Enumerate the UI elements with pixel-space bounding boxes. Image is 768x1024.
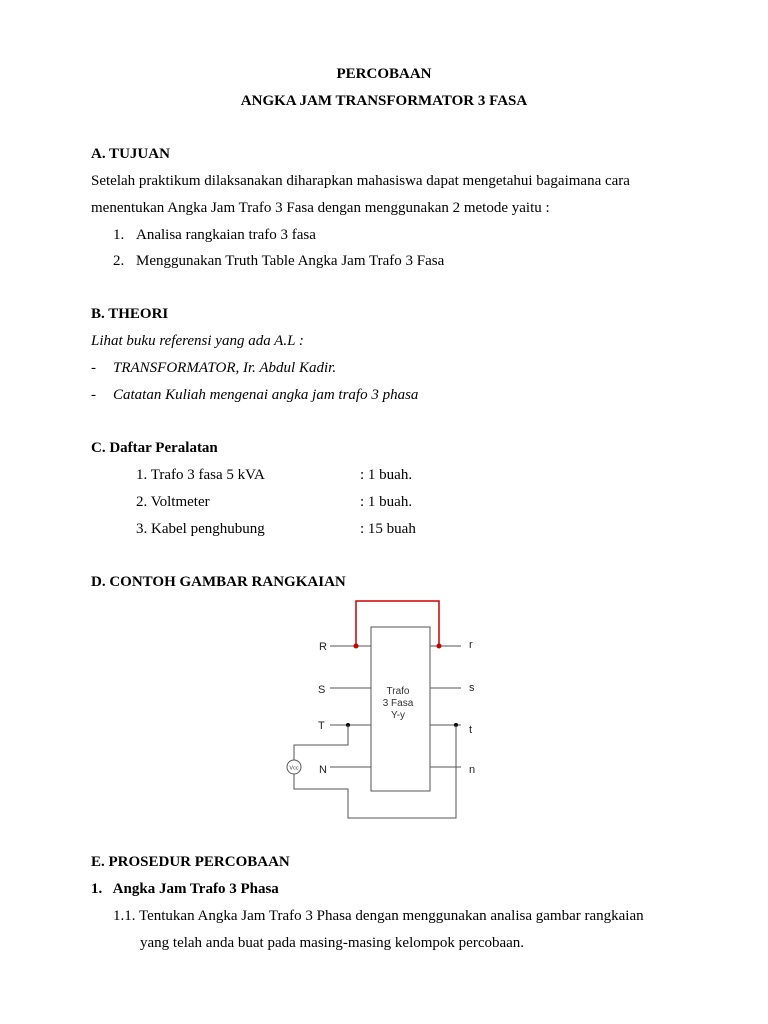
section-d-heading: D. CONTOH GAMBAR RANGKAIAN [91,574,346,590]
terminal-label-t: T [318,720,325,732]
equipment-quantity: : 15 buah [360,521,416,537]
terminal-label-s-secondary: s [469,682,475,694]
title-line-2: ANGKA JAM TRANSFORMATOR 3 FASA [240,93,528,109]
procedure-step-line-1: 1.1. Tentukan Angka Jam Trafo 3 Phasa dengan menggunakan analisa gambar rangkaian [113,908,644,924]
equipment-name: 1. Trafo 3 fasa 5 kVA [136,467,265,483]
list-item: Menggunakan Truth Table Angka Jam Trafo 3 Fasa [136,253,445,269]
section-b-heading: B. THEORI [91,306,169,322]
junction-dot-r-secondary [437,644,442,649]
junction-dot-r [354,644,359,649]
terminal-label-n-secondary: n [469,764,476,776]
section-a-heading: A. TUJUAN [91,146,170,162]
equipment-name: 3. Kabel penghubung [136,521,265,537]
section-e-heading: E. PROSEDUR PERCOBAAN [91,854,290,870]
transformer-label-line-2: 3 Fasa [382,698,414,709]
voltmeter-label: Vcc [289,765,299,772]
section-c-heading: C. Daftar Peralatan [91,440,218,456]
list-bullet: - [91,387,96,403]
section-a-paragraph-line-2: menentukan Angka Jam Trafo 3 Fasa dengan menggunakan 2 metode yaitu : [91,200,550,216]
procedure-step-line-2: yang telah anda buat pada masing-masing kelompok percobaan. [140,935,525,951]
section-b-intro: Lihat buku referensi yang ada A.L : [91,333,304,349]
list-bullet: - [91,360,96,376]
section-a-paragraph-line-1: Setelah praktikum dilaksanakan diharapkan mahasiswa dapat mengetahui bagaimana cara [91,173,630,189]
reference-item: Catatan Kuliah mengenai angka jam trafo 3 phasa [113,387,419,403]
terminal-label-r: R [319,641,327,653]
title-line-1: PERCOBAAN [336,66,432,82]
terminal-label-n: N [319,764,327,776]
equipment-quantity: : 1 buah. [360,467,413,483]
terminal-label-t-secondary: t [469,724,473,736]
jumper-wire [356,601,439,646]
equipment-name: 2. Voltmeter [136,494,210,510]
list-item: Analisa rangkaian trafo 3 fasa [136,227,316,243]
terminal-label-s: S [318,684,326,696]
transformer-box [371,627,430,791]
terminal-label-r-secondary: r [469,639,473,651]
reference-item: TRANSFORMATOR, Ir. Abdul Kadir. [113,360,337,376]
transformer-label-line-1: Trafo [386,686,410,697]
list-item-number: 1. [113,227,125,243]
equipment-quantity: : 1 buah. [360,494,413,510]
list-item-number: 2. [113,253,125,269]
transformer-label-line-3: Y-y [390,710,406,721]
section-e-subheading: 1. Angka Jam Trafo 3 Phasa [91,881,279,897]
